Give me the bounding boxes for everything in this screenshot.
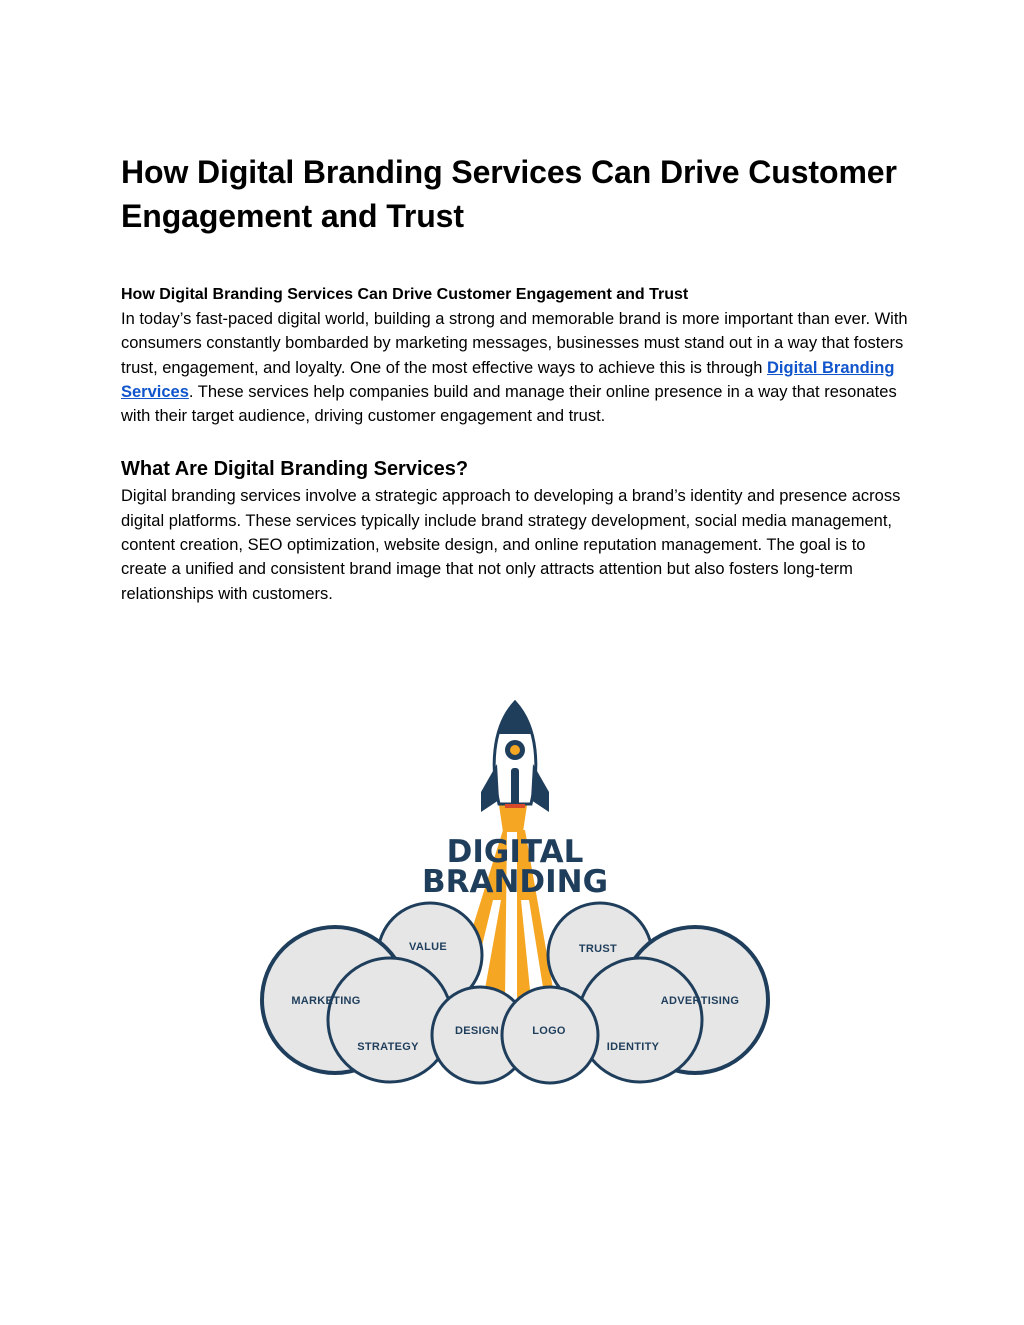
label-advertising: ADVERTISING [660,995,740,1007]
section-paragraph: Digital branding services involve a strategic approach to developing a brand’s identity and presence across digital platforms. These services typically include brand strategy development, social media management, content creation, SEO optimization, website design, and online reputation management. The goal is to create a unified and consistent brand image that not only attracts attention but also fosters long-term relationships with customers. [121,487,901,603]
digital-branding-illustration [255,700,775,1090]
document-page [121,150,911,606]
digital-branding-services-link[interactable]: Digital Branding Services [121,358,895,401]
intro-text-start: In today’s fast-paced digital world, building a strong and memorable brand is more important than ever. With consumers constantly bombarded by marketing messages, businesses must stand out in a way that fosters trust, engagement, and loyalty. One of the most effective ways to achieve this is through [121,310,908,377]
label-marketing: MARKETING [291,995,361,1007]
label-design: DESIGN [455,1025,499,1037]
intro-text-end: . These services help companies build and manage their online presence in a way that resonates with their target audience, driving customer engagement and trust. [121,382,897,426]
intro-paragraph [121,307,911,428]
label-trust: TRUST [578,943,618,955]
label-value: VALUE [409,941,447,953]
rocket-icon [481,702,549,812]
branding-headline-line1: DIGITAL [446,834,584,870]
branding-headline-line2: BRANDING [421,864,609,900]
page-subtitle: How Digital Branding Services Can Drive Customer Engagement and Trust [121,286,689,303]
page-title: How Digital Branding Services Can Drive Customer Engagement and Trust [121,154,897,234]
label-identity: IDENTITY [606,1041,660,1053]
label-strategy: STRATEGY [357,1041,419,1053]
section-heading: What Are Digital Branding Services? [121,458,469,481]
label-logo: LOGO [532,1025,566,1037]
